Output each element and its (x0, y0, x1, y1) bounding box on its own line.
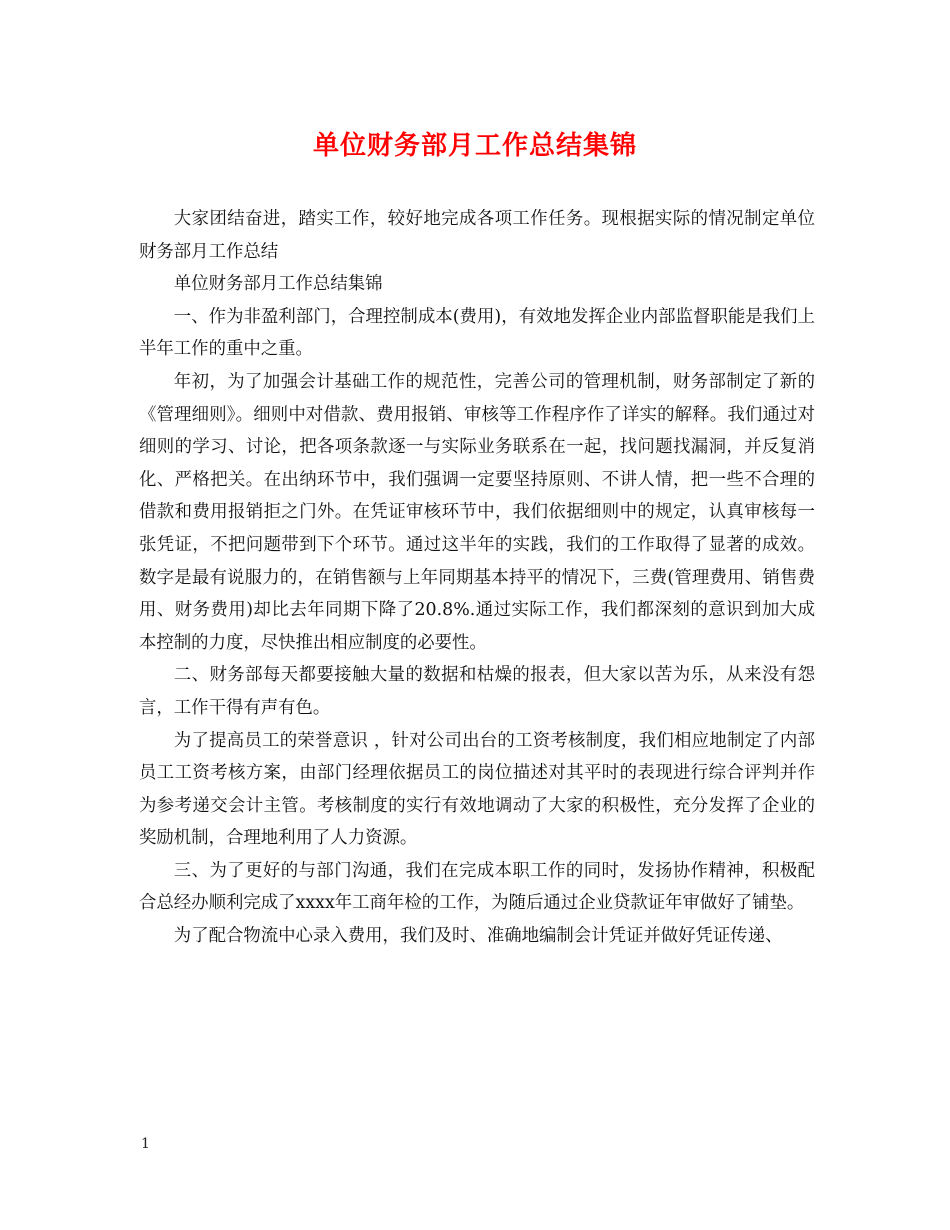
paragraph-logistics: 为了配合物流中心录入费用，我们及时、准确地编制会计凭证并做好凭证传递、 (173, 926, 783, 947)
paragraph-section-two: 二、财务部每天都要接触大量的数据和枯燥的报表，但大家以苦为乐，从来没有怨言，工作干得有声有色。 (139, 665, 815, 718)
document-body (139, 203, 815, 953)
paragraph-subtitle: 单位财务部月工作总结集锦 (173, 274, 383, 295)
paragraph-management-rules: 年初，为了加强会计基础工作的规范性，完善公司的管理机制，财务部制定了新的《管理细则》。细则中对借款、费用报销、审核等工作程序作了详实的解释。我们通过对细则的学习、讨论，把各项条款逐一与实际业务联系在一起，找问题找漏洞，并反复消化、严格把关。在出纳环节中，我们强调一定要坚持原则、不讲人情，把一些不合理的借款和费用报销拒之门外。在凭证审核环节中，我们依据细则中的规定，认真审核每一张凭证，不把问题带到下个环节。通过这半年的实践，我们的工作取得了显著的成效。数字是最有说服力的，在销售额与上年同期基本持平的情况下，三费(管理费用、销售费用、财务费用)却比去年同期下降了20.8%.通过实际工作，我们都深刻的意识到加大成本控制的力度，尽快推出相应制度的必要性。 (139, 371, 815, 653)
paragraph-section-one: 一、作为非盈利部门，合理控制成本(费用)，有效地发挥企业内部监督职能是我们上半年工作的重中之重。 (139, 306, 815, 360)
paragraph-section-three: 三、为了更好的与部门沟通，我们在完成本职工作的同时，发扬协作精神，积极配合总经办顺利完成了xxxx年工商年检的工作，为随后通过企业贷款证年审做好了铺垫。 (139, 860, 815, 914)
document-title: 单位财务部月工作总结集锦 (312, 131, 637, 161)
paragraph-intro: 大家团结奋进，踏实工作，较好地完成各项工作任务。现根据实际的情况制定单位财务部月工作总结 (139, 209, 815, 262)
paragraph-salary-assessment: 为了提高员工的荣誉意识 ，针对公司出台的工资考核制度，我们相应地制定了内部员工工资考核方案，由部门经理依据员工的岗位描述对其平时的表现进行综合评判并作为参考递交会计主管。考核制度的实行有效地调动了大家的积极性，充分发挥了企业的奖励机制，合理地利用了人力资源。 (139, 730, 815, 849)
page-number: 1 (141, 1136, 150, 1152)
